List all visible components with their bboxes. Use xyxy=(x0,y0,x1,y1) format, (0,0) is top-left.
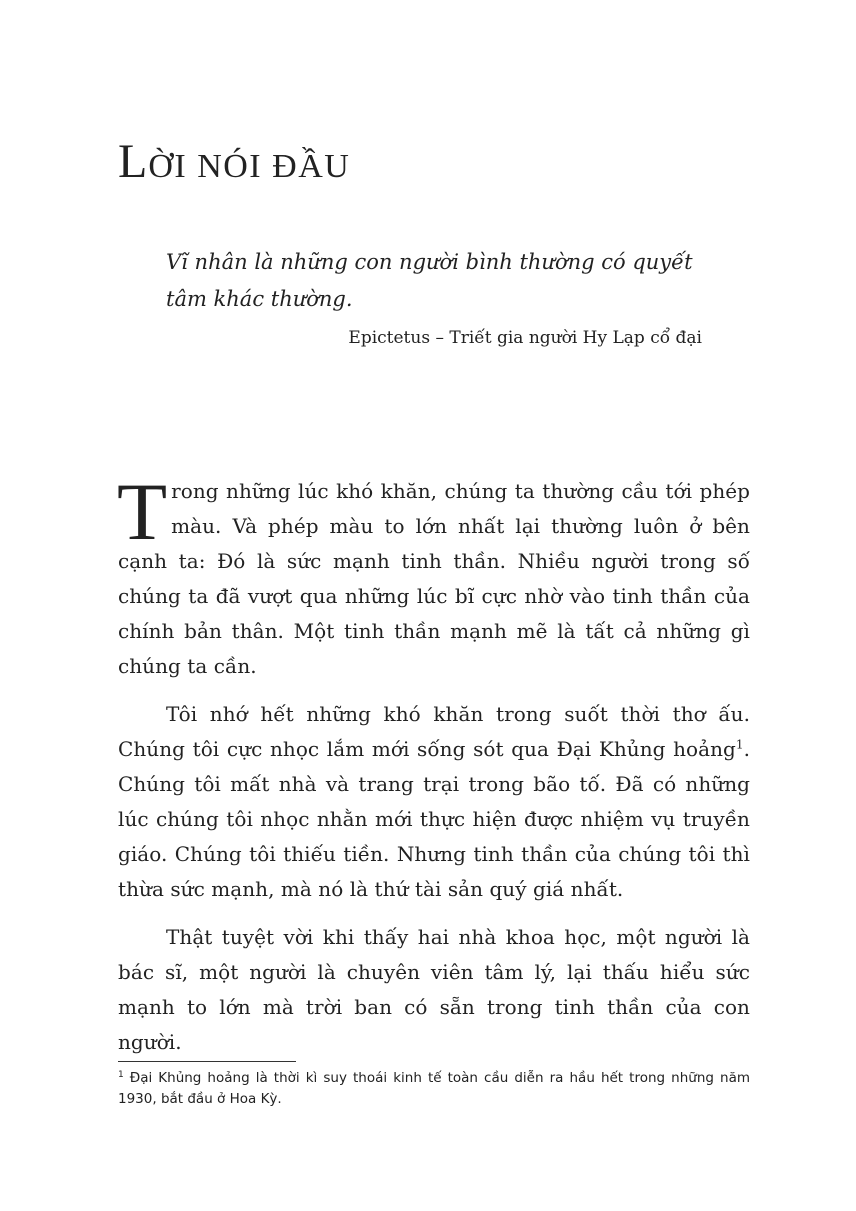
drop-cap: T xyxy=(117,466,168,557)
chapter-title-rest: ỜI NÓI ĐẦU xyxy=(148,148,351,185)
paragraph-2-text-b: . Chúng tôi mất nhà và trang trại trong bão tố. Đã có những lúc chúng tôi nhọc nhằn mới thực hiện được nhiệm vụ truyền giáo. Chúng tôi thiếu tiền. Nhưng tinh thần của chúng tôi thì thừa sức mạnh, mà nó là thứ tài sản quý giá nhất. xyxy=(118,737,750,901)
paragraph-3: Thật tuyệt vời khi thấy hai nhà khoa học, một người là bác sĩ, một người là chuyên viên tâm lý, lại thấu hiểu sức mạnh to lớn mà trời ban có sẵn trong tinh thần của con người. xyxy=(118,925,750,1054)
footnote-marker: 1 xyxy=(118,1069,124,1080)
footnote-divider xyxy=(118,1061,296,1062)
chapter-title-initial: L xyxy=(118,135,149,188)
paragraph-1 xyxy=(117,466,750,684)
epigraph-attribution: Epictetus – Triết gia người Hy Lạp cổ đại xyxy=(348,328,702,348)
paragraph-2-text-a: Tôi nhớ hết những khó khăn trong suốt thời thơ ấu. Chúng tôi cực nhọc lắm mới sống sót qua Đại Khủng hoảng xyxy=(118,702,750,761)
body-text xyxy=(117,466,750,1060)
epigraph-quote: Vĩ nhân là những con người bình thường có quyết tâm khác thường. xyxy=(166,250,693,311)
footnote-reference[interactable]: 1 xyxy=(735,737,744,752)
paragraph-2 xyxy=(118,697,750,907)
footnote-text: Đại Khủng hoảng là thời kì suy thoái kinh tế toàn cầu diễn ra hầu hết trong những năm 1930, bắt đầu ở Hoa Kỳ. xyxy=(118,1070,750,1107)
chapter-title xyxy=(118,135,351,191)
paragraph-1-text: rong những lúc khó khăn, chúng ta thường cầu tới phép màu. Và phép màu to lớn nhất lại thường luôn ở bên cạnh ta: Đó là sức mạnh tinh thần. Nhiều người trong số chúng ta đã vượt qua những lúc bĩ cực nhờ vào tinh thần của chính bản thân. Một tinh thần mạnh mẽ là tất cả những gì chúng ta cần. xyxy=(118,479,750,678)
footnote xyxy=(118,1068,750,1110)
